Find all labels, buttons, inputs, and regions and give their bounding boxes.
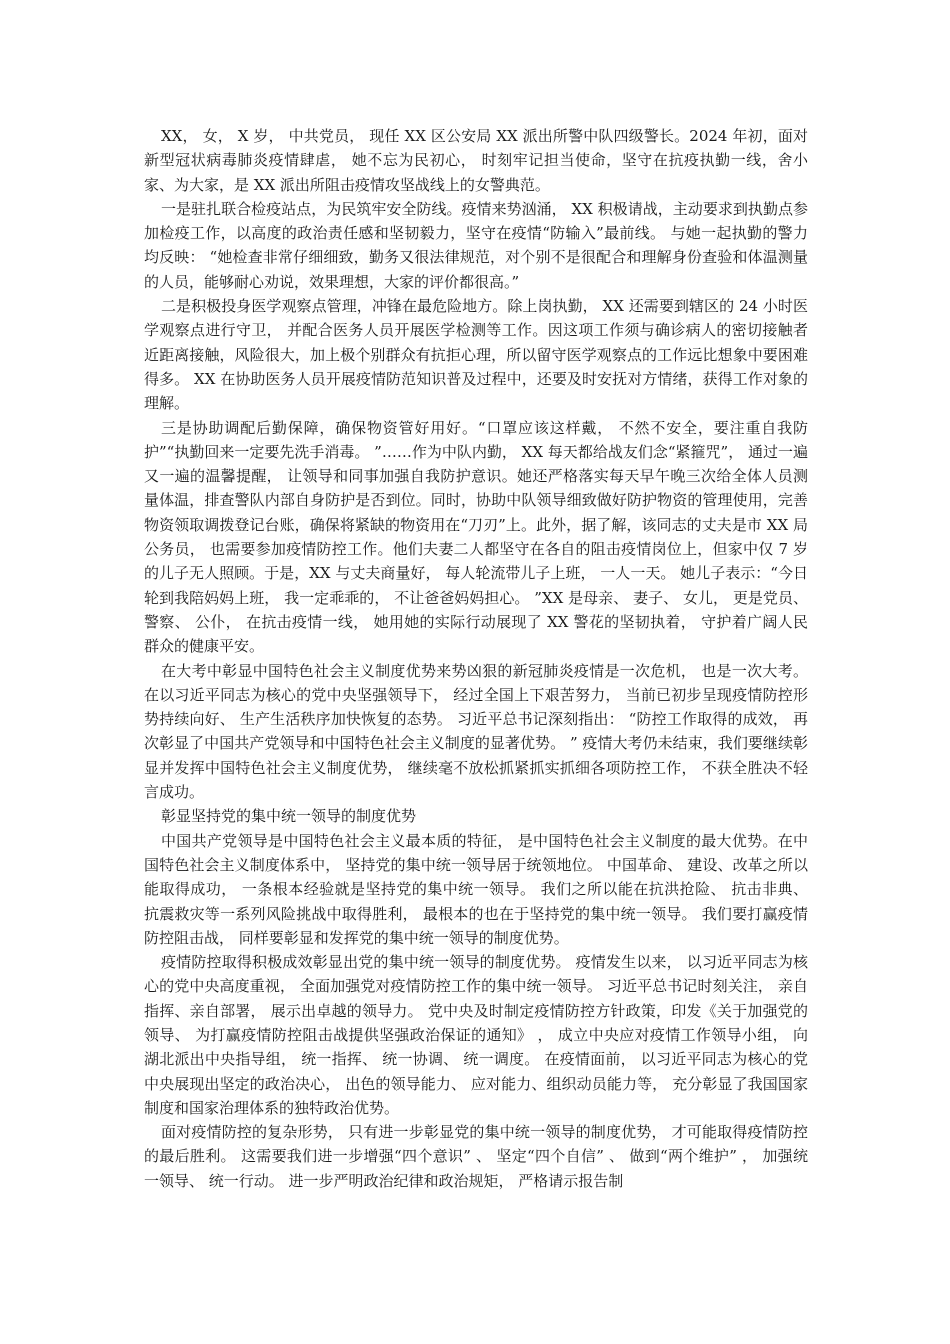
paragraph-complex-situation: 面对疫情防控的复杂形势， 只有进一步彰显党的集中统一领导的制度优势， 才可能取得疫情防控的最后胜利。 这需要我们进一步增强“四个意识” 、 坚定“四个自信” 、 做到“两个维护” ， 加强统一领导、 统一行动。 进一步严明政治纪律和政治规矩， 严格请示报告制 (144, 1123, 808, 1190)
paragraph-point-two: 二是积极投身医学观察点管理，冲锋在最危险地方。除上岗执勤， XX 还需要到辖区的 24 小时医学观察点进行守卫， 并配合医务人员开展医学检测等工作。因这项工作须与确诊病人的密切接触者近距离接触，风险很大，加上极个别群众有抗拒心理，所以留守医学观察点的工作远比想象中要困难得多。 XX 在协助医务人员开展疫情防范知识普及过程中，还要及时安抚对方情绪，获得工作对象的理解。 (144, 297, 808, 413)
paragraph-point-one: 一是驻扎联合检疫站点，为民筑牢安全防线。疫情来势汹涌， XX 积极请战，主动要求到执勤点参加检疫工作，以高度的政治责任感和坚韧毅力，坚守在疫情“防输入”最前线。 与她一起执勤的警力均反映： “她检查非常仔细细致，勤务又很法律规范，对个别不是很配合和理解身份查验和体温测量的人员，能够耐心劝说，效果理想，大家的评价都很高。” (144, 199, 808, 291)
paragraph-point-three: 三是协助调配后勤保障，确保物资管好用好。“口罩应该这样戴， 不然不安全，要注重自我防护”“执勤回来一定要先洗手消毒。 ”……作为中队内勤， XX 每天都给战友们念“紧箍咒”， 通过一遍又一遍的温馨提醒， 让领导和同事加强自我防护意识。她还严格落实每天早午晚三次给全体人员测量体温，排查警队内部自身防护是否到位。同时，协助中队领导细致做好防护物资的管理使用，完善物资领取调拨登记台账，确保将紧缺的物资用在“刀刃”上。此外，据了解，该同志的丈夫是市 XX 局公务员， 也需要参加疫情防控工作。他们夫妻二人都坚守在各自的阻击疫情岗位上，但家中仅 7 岁的儿子无人照顾。于是，XX 与丈夫商量好， 每人轮流带儿子上班， 一人一天。 她儿子表示：“今日轮到我陪妈妈上班， 我一定乖乖的， 不让爸爸妈妈担心。 ”XX 是母亲、 妻子、 女儿， 更是党员、 警察、 公仆， 在抗击疫情一线， 她用她的实际行动展现了 XX 警花的坚韧执着， 守护着广阔人民群众的健康平安。 (144, 418, 808, 656)
document-page (144, 124, 808, 1193)
paragraph-party-leadership: 中国共产党领导是中国特色社会主义最本质的特征， 是中国特色社会主义制度的最大优势。在中国特色社会主义制度体系中， 坚持党的集中统一领导居于统领地位。 中国革命、 建设、改革之所以能取得成功， 一条根本经验就是坚持党的集中统一领导。 我们之所以能在抗洪抢险、 抗击非典、 抗震救灾等一系列风险挑战中取得胜利， 最根本的也在于坚持党的集中统一领导。 我们要打赢疫情防控阻击战， 同样要彰显和发挥党的集中统一领导的制度优势。 (144, 831, 808, 947)
paragraph-institutional-advantage: 在大考中彰显中国特色社会主义制度优势来势凶狠的新冠肺炎疫情是一次危机， 也是一次大考。 在以习近平同志为核心的党中央坚强领导下， 经过全国上下艰苦努力， 当前已初步呈现疫情防控形势持续向好、 生产生活秩序加快恢复的态势。 习近平总书记深刻指出： “防控工作取得的成效， 再次彰显了中国共产党领导和中国特色社会主义制度的显著优势。 ” 疫情大考仍未结束，我们要继续彰显并发挥中国特色社会主义制度优势， 继续毫不放松抓紧抓实抓细各项防控工作， 不获全胜决不轻言成功。 (144, 661, 808, 802)
section-heading: 彰显坚持党的集中统一领导的制度优势 (161, 807, 417, 826)
paragraph-intro: XX， 女， X 岁， 中共党员， 现任 XX 区公安局 XX 派出所警中队四级警长。2024 年初，面对新型冠状病毒肺炎疫情肆虐， 她不忘为民初心， 时刻牢记担当使命，坚守在抗疫执勤一线，舍小家、为大家，是 XX 派出所阻击疫情攻坚战线上的女警典范。 (144, 127, 808, 194)
paragraph-epidemic-results: 疫情防控取得积极成效彰显出党的集中统一领导的制度优势。 疫情发生以来， 以习近平同志为核心的党中央高度重视， 全面加强党对疫情防控工作的集中统一领导。 习近平总书记时刻关注， 亲自指挥、亲自部署， 展示出卓越的领导力。 党中央及时制定疫情防控方针政策，印发《关于加强党的领导、 为打赢疫情防控阻击战提供坚强政治保证的通知》 ， 成立中央应对疫情工作领导小组， 向湖北派出中央指导组， 统一指挥、 统一协调、 统一调度。 在疫情面前， 以习近平同志为核心的党中央展现出坚定的政治决心， 出色的领导能力、 应对能力、组织动员能力等， 充分彰显了我国国家制度和国家治理体系的独特政治优势。 (144, 953, 808, 1117)
